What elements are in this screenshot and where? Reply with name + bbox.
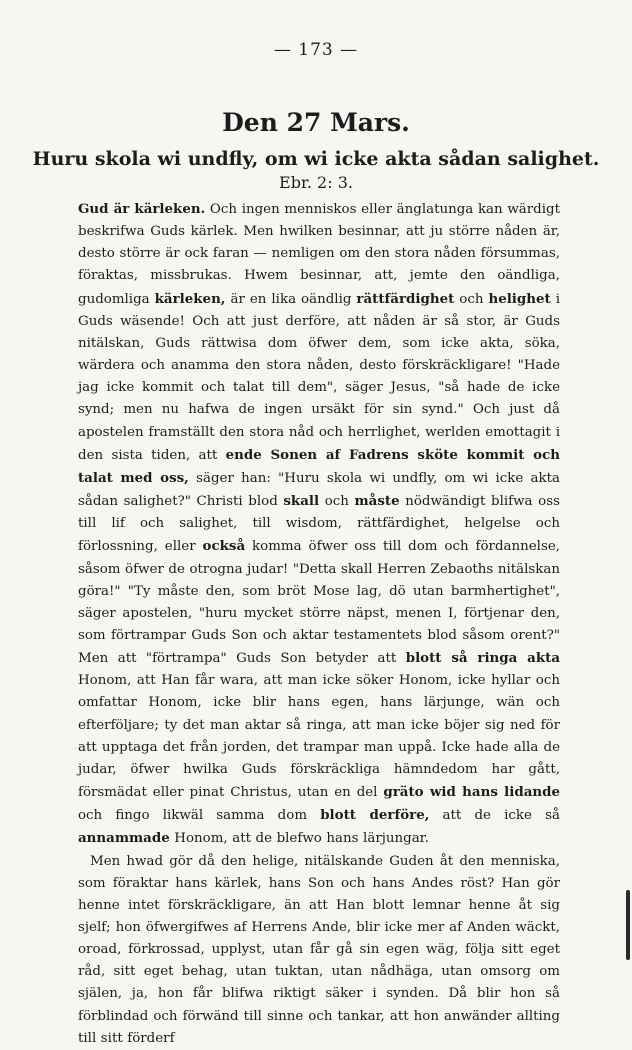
body-run: och: [454, 291, 489, 307]
paragraph-1: [78, 198, 560, 851]
emphasis-text: rättfärdighet: [356, 290, 455, 307]
body-run: och: [319, 494, 355, 510]
body-run: säger han: "Huru skola wi undfly, om wi icke akta sådan salighet?" Christi blod: [78, 470, 560, 510]
emphasis-text: annammade: [78, 830, 170, 847]
body-run: Honom, att Han får wara, att man icke söker Honom, icke hyllar och omfattar Honom, icke blir hans egen, hans lärjunge, wän och efterföljare; ty det man aktar så ringa, att man icke böjer sig ned för att upptaga det från jorden, det trampar man uppå. Icke hade alla de judar, öfwer hwilka Guds förskräckliga hämndedom har gått, försmädat eller pinat Christus, utan en del: [78, 673, 560, 801]
body-run: Honom, att de blefwo hans lärjungar.: [169, 831, 429, 847]
body-run: är en lika oändlig: [225, 291, 357, 307]
body-run: nödwändigt blifwa oss till lif och salighet, till wisdom, rättfärdighet, helgelse och förlossning, eller: [78, 494, 560, 555]
emphasis-text: Gud är kärleken.: [78, 201, 206, 217]
page-number: — 173 —: [273, 40, 359, 60]
emphasis-text: helighet: [488, 290, 551, 307]
emphasis-text: blott derföre,: [320, 807, 430, 824]
emphasis-text: måste: [354, 493, 400, 510]
paragraph-2: Men hwad gör då den helige, nitälskande Guden åt den menniska, som föraktar hans kärlek, hans Son och hans Andes röst? Han gör henne intet förskräckligare, än att Han blott lemnar henne åt sig sjelf; hon öfwergifwes af Herrens Ande, blir icke mer af Anden wäckt, oroad, förkrossad, upplyst, utan får gå sin egen wäg, följa sitt eget råd, sitt eget behag, utan tuktan, utan nådhäga, utan omsorg om själen, ja, hon får blifwa riktigt säker i synden. Då blir hon så förblindad och förwänd till sinne och tankar, att hon anwänder allting till sitt förderf: [78, 853, 560, 1046]
emphasis-text: ende Sonen af Fadrens sköte kommit och talat med oss,: [78, 446, 560, 486]
emphasis-text: kärleken,: [154, 290, 226, 307]
emphasis-text: blott så ringa akta: [405, 650, 560, 667]
emphasis-text: också: [202, 538, 246, 555]
emphasis-text: skall: [283, 493, 320, 510]
page-edge-mark: [626, 890, 630, 960]
date-heading: Den 27 Mars.: [222, 108, 410, 137]
body-run: att de icke så: [429, 808, 560, 824]
body-run: komma öfwer oss till dom och fördannelse, såsom öfwer de otrogna judar! "Detta skall Herren Zebaoths nitälskan göra!" "Ty måste den, som bröt Mose lag, dö utan barmhertighet", säger apostelen, "huru mycket större näpst, menen I, förtjenar den, som förtrampar Guds Son och aktar testamentets blod såsom orent?" Men att "förtrampa" Guds Son betyder att: [78, 539, 561, 667]
body-run: Och ingen menniskos eller änglatunga kan wärdigt beskrifwa Guds kärlek. Men hwilken besinnar, att ju större nåden är, desto större är ock faran — nemligen om den stora nåden försummas, föraktas, missbrukas. Hwem besinnar, att, jemte den oändliga, gudomliga: [78, 202, 560, 307]
body-run: i Guds wäsende! Och att just derföre, att nåden är så stor, är Guds nitälskan, Guds rättwisa dom öfwer dem, som icke akta, söka, wärdera och anamma den stora nåden, desto förskräckligare! "Hade jag icke kommit och talat till dem", säger Jesus, "så hade de icke synd; men nu hafwa de ingen ursäkt för sin synd." Och just då apostelen framställt den stora nåd och herrlighet, werlden emottagit i den sista tiden, att: [78, 291, 560, 463]
body-text: [78, 198, 560, 1050]
body-run: och fingo likwäl samma dom: [78, 808, 321, 824]
devotion-title: Huru skola wi undfly, om wi icke akta sådan salighet.: [32, 148, 600, 170]
scripture-reference: Ebr. 2: 3.: [279, 173, 353, 192]
emphasis-text: gräto wid hans lidande: [383, 784, 560, 801]
